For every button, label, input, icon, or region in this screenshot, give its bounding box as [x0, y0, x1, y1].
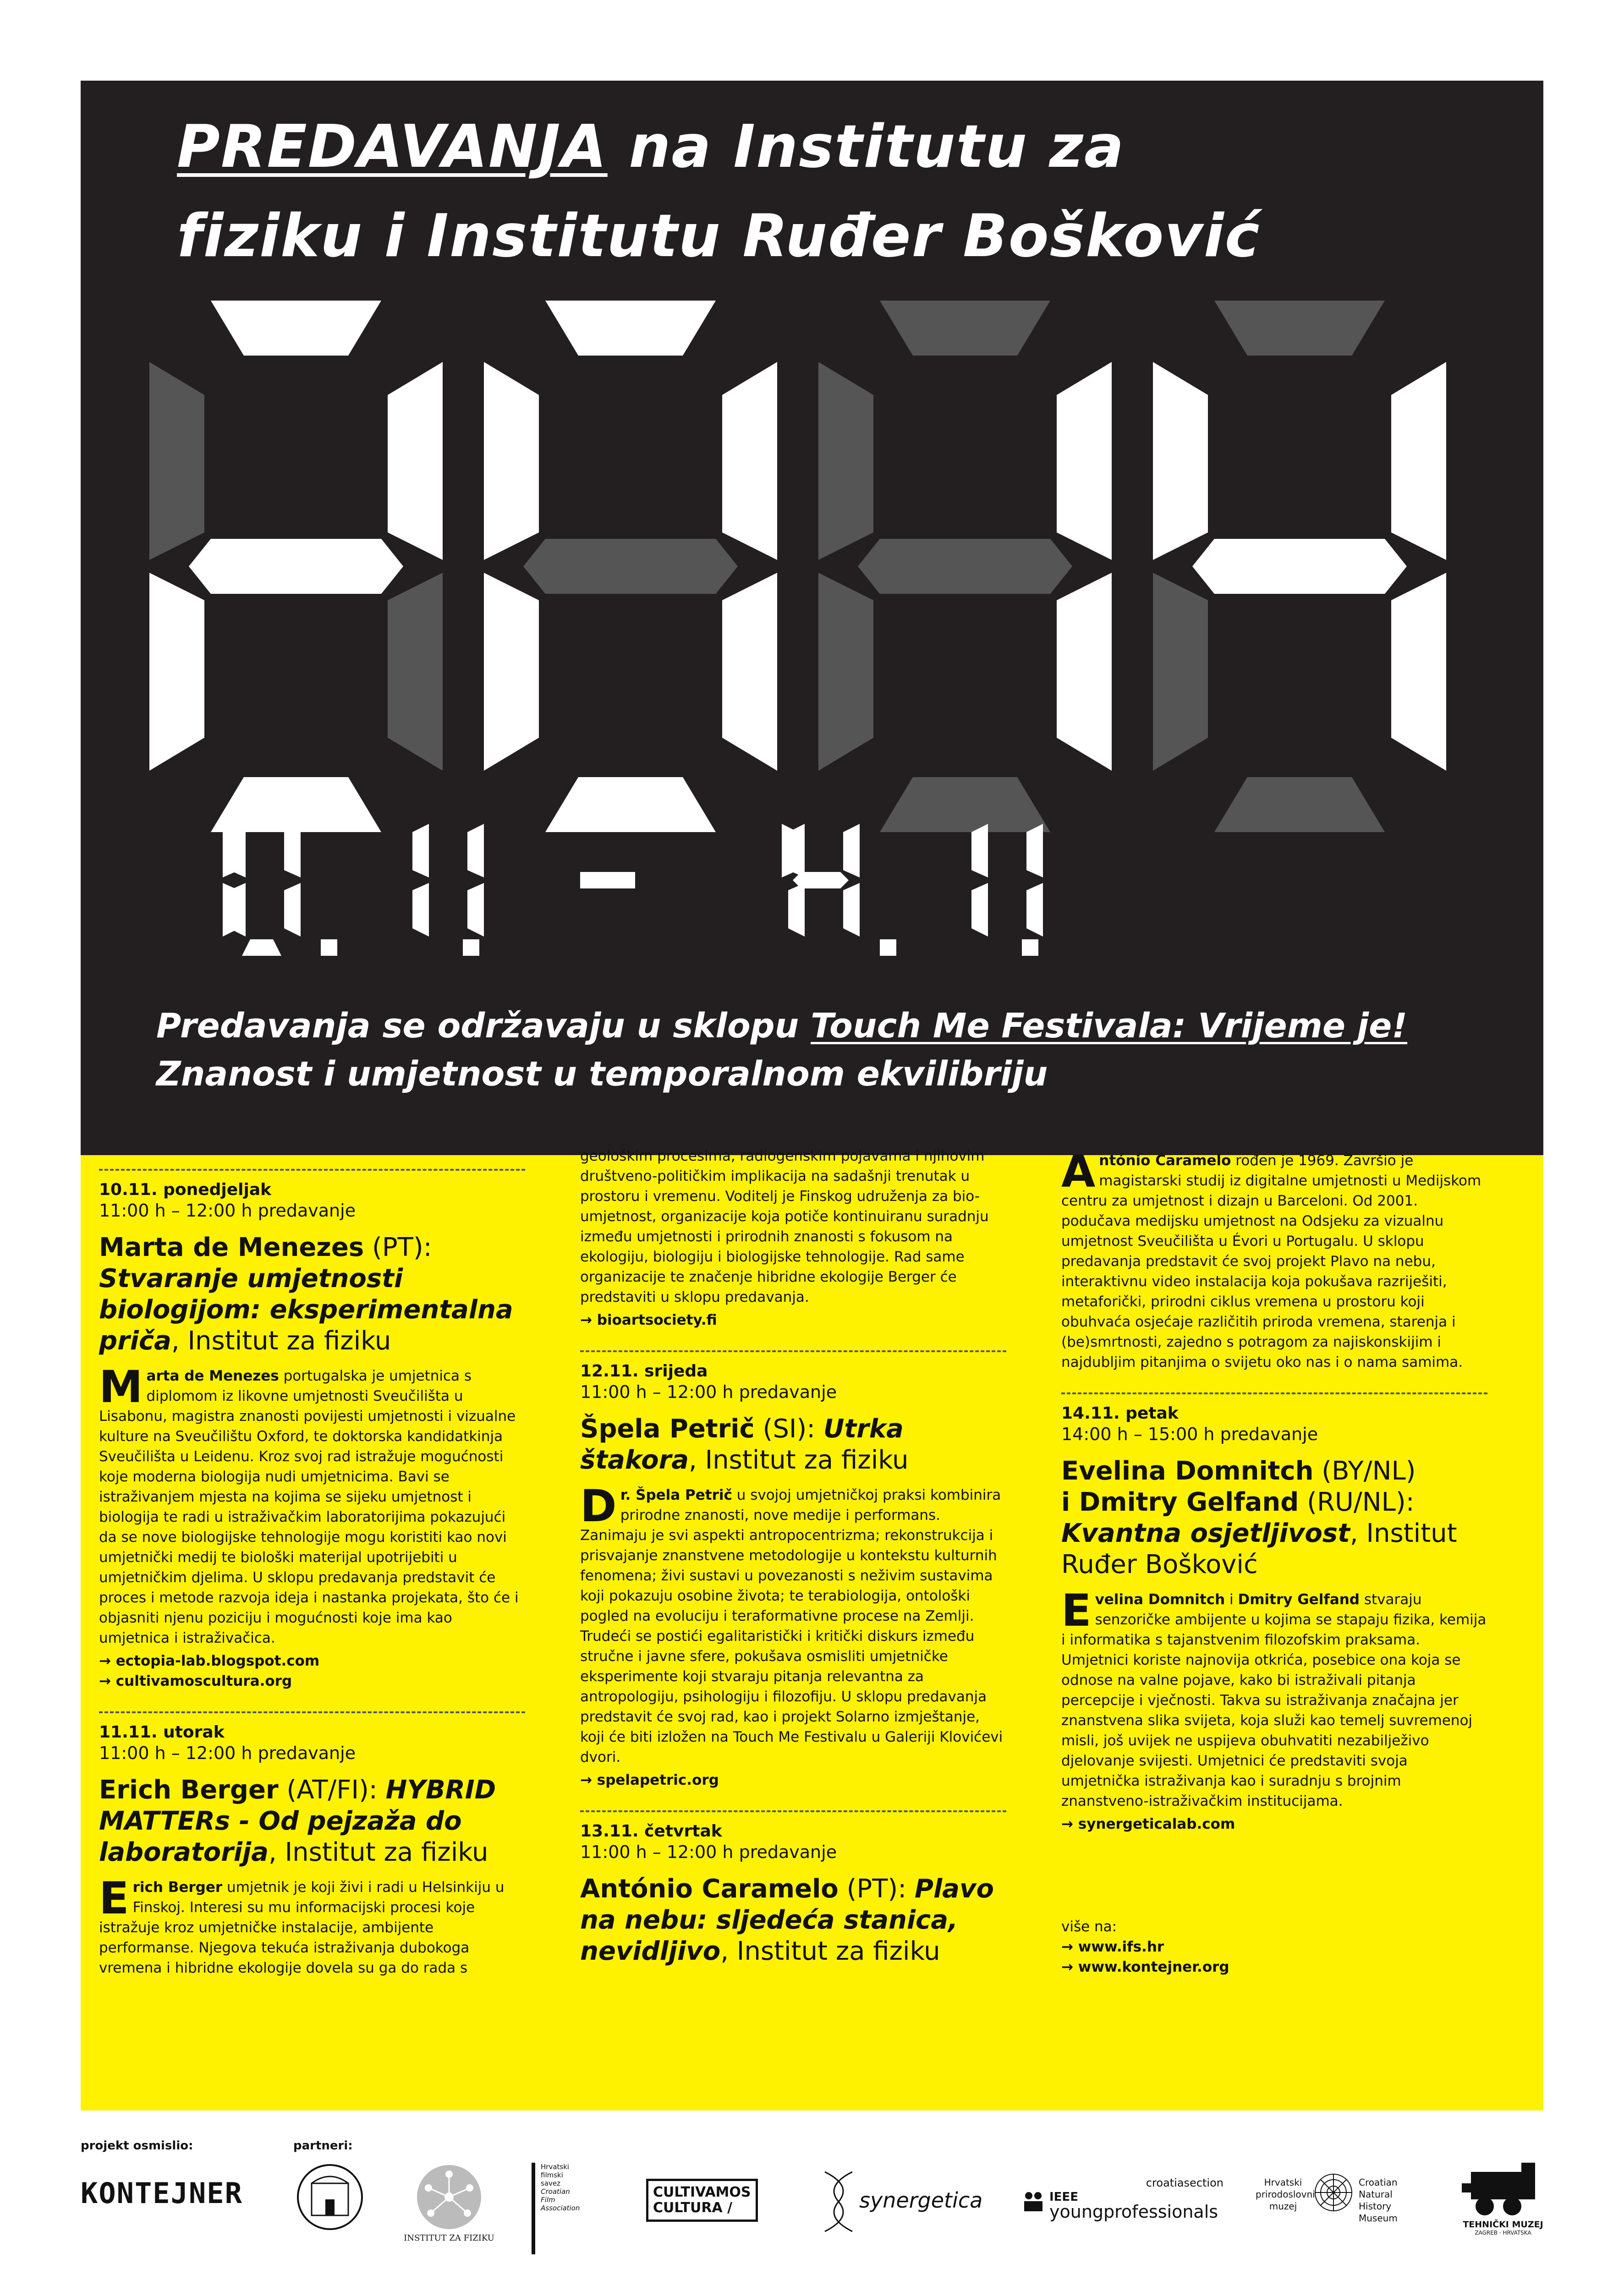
projekt-label: projekt osmislio: — [81, 2139, 193, 2153]
segment-c — [467, 883, 484, 937]
lecture-date: 10.11. ponedjeljak — [99, 1180, 272, 1199]
tm-subtext: ZAGREB · HRVATSKA — [1475, 2230, 1531, 2236]
segment-b — [388, 362, 443, 560]
link-bioartsociety[interactable]: → bioartsociety.fi — [580, 1312, 717, 1328]
cnhm-line: Museum — [1359, 2213, 1398, 2224]
ieee-young: youngprofessionals — [1049, 2202, 1218, 2222]
speaker-country: (PT): — [838, 1874, 915, 1904]
date-char — [463, 939, 479, 956]
segment-g — [858, 539, 1072, 594]
lecture-heading — [1061, 1456, 1487, 1580]
lecture-date: 14.11. petak — [1061, 1404, 1179, 1423]
segment-a — [880, 301, 1050, 356]
segment-b — [843, 824, 860, 877]
cultivamos-line: CULTURA / — [653, 2200, 733, 2216]
ifs-logo-text: INSTITUT ZA FIZIKU — [404, 2233, 494, 2243]
cultivamos-logo — [646, 2179, 758, 2222]
lecture-bio — [99, 1873, 525, 1978]
locomotive-icon — [1457, 2158, 1549, 2218]
date-char — [467, 824, 484, 937]
digit-4 — [1153, 301, 1446, 832]
hpm-line: prirodoslovni — [1256, 2189, 1315, 2200]
hfs-line: Film — [541, 2196, 555, 2204]
segment-c — [412, 883, 429, 937]
drop-cap: E — [1061, 1585, 1092, 1636]
talk-title: Stvaranje umjetnosti biologijom: eksperimentalna priča — [99, 1264, 513, 1356]
segment-c — [1391, 573, 1446, 771]
lecture-time: 11:00 h – 12:00 h predavanje — [580, 1842, 837, 1862]
date-range — [168, 805, 1474, 979]
bio-name: arta de Menezes — [146, 1368, 279, 1384]
bio-text: rođen je 1969. Završio je magistarski studij iz digitalne umjetnosti u Medijskom centru za umjetnost i dizajn u Barceloni. Od 2001. podučava medijsku umjetnost na Odsjeku za vizualnu umjetnost Sveučilišta u Évori u Portugalu. U sklopu predavanja predstavit će svoj projekt Plavo na nebu, interaktivnu video instalacija koja pokušava razriješiti, metaforički, prirodni ciklus vremena u prostoru koji obuhvaća osjećaje različitih priroda vremena, starenja i (be)smrtnosti, zajedno s potragom za najiskonskijim i najdubljim pitanjima o svijetu oko nas i o nama samima. — [1061, 1152, 1481, 1370]
lecture-time: 11:00 h – 12:00 h predavanje — [580, 1382, 837, 1402]
synergetica-icon — [820, 2167, 857, 2236]
title-line-1 — [177, 113, 1125, 181]
column-3 — [1061, 1146, 1487, 1977]
speaker-name: Špela Petrič — [580, 1414, 755, 1444]
hpm-line: Hrvatski — [1264, 2177, 1302, 2188]
segment-b — [1057, 362, 1112, 560]
ifs-logo — [403, 2163, 495, 2243]
lecture-date: 11.11. utorak — [99, 1723, 225, 1742]
hpm-line: muzej — [1269, 2201, 1297, 2212]
cnhm-text — [1359, 2176, 1411, 2224]
digit-1 — [818, 301, 1112, 832]
segment-g — [1192, 539, 1407, 594]
lecture-bio — [1061, 1585, 1487, 1811]
cnhm-line: Natural History — [1359, 2189, 1393, 2212]
lecture-bio — [580, 1480, 1006, 1767]
bio-text: u svojoj umjetničkoj praksi kombinira prirodne znanosti, nove medije i performans. Zanimaju je svi aspekti antropocentrizma; rekonstrukcija i prisvajanje znanstvene metodologije u kontekstu kulturnih fenomena; živi sustavi u povezanosti s neživim sustavima koji pokazuju osobine života; te terabiologija, ontološki pogled na evoluciju i teraformativne procese na Zemlji. Trudeći se postići egalitaristički i kritički diskurs između stručne i javne sfere, pokušava osmisliti umjetničke eksperimente koji stvaraju pitanja relevantna za antropologiju, psihologiju i filozofiju. U sklopu predavanja predstavit će svoj rad, kao i projekt Solarno izmještanje, koji će biti izložen na Touch Me Festivalu u Galeriji Klovićevi dvori. — [580, 1487, 1003, 1765]
segment-c — [971, 883, 988, 937]
kontejner-logo: KONTEJNER — [81, 2176, 243, 2210]
segment-b — [467, 824, 484, 877]
talk-title: Kvantna osjetljivost — [1061, 1518, 1350, 1548]
speaker-country: (SI): — [754, 1414, 823, 1444]
speaker-name: António Caramelo — [580, 1874, 839, 1904]
dash — [580, 872, 635, 888]
segment-c — [1057, 573, 1112, 771]
header-panel — [81, 81, 1543, 1155]
digit-0 — [484, 301, 777, 832]
lecture-heading — [580, 1874, 1006, 1967]
hfs-line: filmski — [541, 2171, 563, 2179]
date-char — [880, 939, 896, 956]
lecture-heading — [99, 1775, 525, 1868]
segment-g — [523, 539, 738, 594]
link-spelapetric[interactable]: → spelapetric.org — [580, 1772, 719, 1788]
bio-name: r. Špela Petrič — [620, 1487, 732, 1503]
segment-a — [211, 301, 381, 356]
dot — [321, 939, 337, 956]
lecture-time: 11:00 h – 12:00 h predavanje — [99, 1743, 356, 1763]
segment-e — [484, 573, 539, 771]
subtitle-line-2: Znanost i umjetnost u temporalnom ekvilibriju — [156, 1054, 1048, 1094]
segment-c — [843, 883, 860, 937]
speaker-country: (PT): — [364, 1233, 432, 1262]
bio-name-2: Dmitry Gelfand — [1238, 1591, 1360, 1608]
title-line-2: fiziku i Institutu Ruđer Bošković — [177, 202, 1261, 270]
divider — [580, 1810, 1006, 1812]
talk-title: Utrka štakora — [580, 1414, 904, 1475]
date-char — [321, 939, 337, 956]
lecture-heading — [99, 1232, 525, 1357]
segment-e — [223, 883, 239, 937]
segment-f — [782, 824, 798, 877]
speaker-name: Marta de Menezes — [99, 1233, 364, 1262]
lecture-time: 11:00 h – 12:00 h predavanje — [99, 1200, 356, 1221]
drop-cap: D — [580, 1480, 617, 1532]
lecture-bio — [1061, 1146, 1487, 1372]
lecture-heading — [580, 1414, 1006, 1476]
cnhm-line: Croatian — [1359, 2177, 1398, 2188]
dot — [1022, 939, 1038, 956]
date-char — [412, 824, 429, 937]
bio-name: velina Domnitch — [1095, 1591, 1225, 1608]
tm-text: TEHNIČKI MUZEJ — [1463, 2220, 1543, 2230]
program-panel — [81, 1146, 1543, 2110]
bio-name: ntónio Caramelo — [1099, 1152, 1231, 1169]
segment-b — [1391, 362, 1446, 560]
lecture-date: 12.11. srijeda — [580, 1362, 708, 1381]
subtitle-prefix: Predavanja se održavaju u sklopu — [156, 1006, 811, 1046]
speaker-name: Erich Berger — [99, 1775, 279, 1805]
divider — [580, 1350, 1006, 1352]
hfs-line: Croatian — [541, 2187, 570, 2196]
segment-g — [793, 872, 849, 888]
talk-title: Plavo na nebu: sljedeća stanica, nevidljivo — [580, 1874, 994, 1966]
divider — [99, 1711, 525, 1713]
segment-c — [284, 883, 301, 937]
date-char — [1026, 824, 1043, 937]
dot — [880, 939, 896, 956]
bio-text: stvaraju senzoričke ambijente u kojima se stapaju fizika, kemija i informatika s tajanstvenim filozofskim praksama. Umjetnici koriste najnovija otkrića, posebice ona koja se odnose na valne pojave, kako bi istraživali pitanja percepcije i vječnosti. Takva su istraživanja značajna jer znanstvena slika svijeta, koja služi kao temelj suvremenoj misli, još uvijek ne uspijeva obuhvatiti nezabilježivo djelovanje svijesti. Umjetnici će predstaviti svoja umjetnička istraživanja kao i suradnju s brojnim znanstveno-istraživačkim institucijama. — [1061, 1591, 1487, 1809]
hfs-line: savez — [541, 2179, 560, 2187]
segment-a — [545, 301, 716, 356]
synergetica-logo — [820, 2167, 985, 2236]
hfs-line: Hrvatski — [541, 2163, 570, 2171]
segment-e — [818, 573, 873, 771]
seven-segment-year — [149, 301, 1478, 832]
hfs-line: Association — [541, 2204, 580, 2212]
title-rest: na Institutu za — [607, 113, 1125, 181]
drop-cap: E — [99, 1873, 129, 1924]
ieee-logo — [1022, 2176, 1223, 2227]
lecture-date: 13.11. četvrtak — [580, 1822, 722, 1841]
lecture-time: 14:00 h – 15:00 h predavanje — [1061, 1424, 1318, 1444]
segment-f — [484, 362, 539, 560]
venue: , Institut za fiziku — [171, 1326, 391, 1356]
subtitle-line-1 — [156, 1004, 1407, 1048]
segment-f — [1153, 362, 1208, 560]
tehnicki-muzej-logo — [1457, 2158, 1549, 2241]
lecture-bio-continued: geološkim procesima, radiogenskim pojavama i njihovim društveno-političkim implikacija na sadašnji trenutak u prostoru i vremenu. Voditelj je Finskog udruženja za bio-umjetnost, organizacije koja potiče kontinuiranu suradnju između umjetnosti i prirodnih znanosti s fokusom na ekologiju, biologiju i biologijske tehnologije. Rad same organizacije te značenje hibridne ekologije Berger će predstaviti u sklopu predavanja. — [580, 1148, 989, 1305]
speaker-name: Evelina Domnitch — [1061, 1456, 1314, 1486]
segment-a — [242, 805, 281, 821]
hpm-logo — [1256, 2167, 1411, 2231]
drop-cap: A — [1061, 1146, 1096, 1197]
date-char — [223, 805, 301, 956]
cultivamos-line: CULTIVAMOS — [653, 2184, 751, 2200]
hfs-text — [541, 2163, 580, 2212]
column-2 — [580, 1146, 1006, 1967]
segment-f — [149, 362, 204, 560]
segment-b — [284, 824, 301, 877]
venue: , Institut za fiziku — [720, 1936, 940, 1966]
bio-text: portugalska je umjetnica s diplomom iz likovne umjetnosti Sveučilišta u Lisabonu, magistra znanosti povijesti umjetnosti i vizualne kulture na Sveučilištu Oxford, te doktorska kandidatkinja Sveučilišta u Leidenu. Kroz svoj rad istražuje mogućnosti koje moderna biologija nudi umjetnicima. Bavi se istraživanjem mjesta na kojima se sijeku umjetnost i biologija te radi u istraživačkim laboratorijima pokazujući da se nove biologijske tehnologije mogu koristiti kao novi umjetnički medij te biološki materijal upotrijebiti u umjetničkim djelima. U sklopu predavanja predstavit će proces i metode razvoja ideja i nastanka projekata, što će i objasniti njenu poziciju i mogućnosti koje ima kao umjetnica i istraživačica. — [99, 1368, 519, 1646]
speaker-name-2: i Dmitry Gelfand — [1061, 1487, 1299, 1517]
segment-c — [1026, 883, 1043, 937]
segment-e — [149, 573, 204, 771]
venue: , Institut Ruđer Bošković — [1061, 1518, 1457, 1579]
segment-d — [242, 939, 281, 956]
hfs-logo — [532, 2163, 591, 2254]
segment-f — [818, 362, 873, 560]
talk-title: HYBRID MATTERs - Od pejzaža do laboratorija — [99, 1775, 496, 1867]
ieee-people-icon — [1022, 2190, 1045, 2213]
bio-text: i — [1225, 1591, 1238, 1608]
segment-f — [223, 824, 239, 877]
segment-b — [722, 362, 777, 560]
segment-c — [388, 573, 443, 771]
link-cultivamos[interactable]: → cultivamoscultura.org — [99, 1673, 292, 1689]
segment-b — [971, 824, 988, 877]
bio-text: umjetnik je koji živi i radi u Helsinkiju u Finskoj. Interesi su mu informacijski procesi koje istražuje kroz umjetničke instalacije, ambijente performanse. Njegova tekuća istraživanja dubokoga vremena i hibridne ekologije dovela su ga do rada s — [99, 1879, 505, 1976]
more-label: više na: — [1061, 1918, 1117, 1935]
dot — [463, 939, 479, 956]
hfs-bar — [532, 2163, 535, 2254]
divider — [1061, 1392, 1487, 1394]
date-char — [1022, 939, 1038, 956]
venue: , Institut za fiziku — [269, 1837, 488, 1867]
link-ifs[interactable]: → www.ifs.hr — [1061, 1939, 1164, 1955]
poster — [81, 81, 1543, 2110]
institute-building-logo — [289, 2163, 371, 2231]
bio-name: rich Berger — [132, 1879, 223, 1896]
hpm-text — [1256, 2176, 1315, 2212]
flower-icon — [1313, 2172, 1354, 2213]
partneri-label: partneri: — [293, 2139, 353, 2153]
atom-icon — [415, 2163, 483, 2231]
speaker-country: (BY/NL) — [1313, 1456, 1416, 1486]
ieee-section: croatiasection — [1146, 2176, 1223, 2189]
segment-c — [788, 883, 805, 937]
link-synergeticalab[interactable]: → synergeticalab.com — [1061, 1816, 1235, 1832]
segment-c — [722, 573, 777, 771]
link-ectopia[interactable]: → ectopia-lab.blogspot.com — [99, 1653, 320, 1669]
ieee-text: IEEE — [1049, 2190, 1078, 2204]
segment-e — [1153, 573, 1208, 771]
segment-g — [189, 539, 403, 594]
speaker-country: (AT/FI): — [278, 1775, 386, 1805]
column-1 — [99, 1169, 525, 1978]
lecture-bio — [99, 1361, 525, 1648]
divider — [99, 1169, 525, 1171]
festival-link[interactable]: Touch Me Festivala: Vrijeme je! — [811, 1006, 1408, 1046]
segment-a — [1214, 301, 1385, 356]
segment-b — [1026, 824, 1043, 877]
digit-2 — [149, 301, 443, 832]
venue: , Institut za fiziku — [689, 1445, 909, 1475]
synergetica-text: synergetica — [859, 2188, 983, 2213]
date-char — [580, 872, 635, 888]
date-char — [971, 824, 988, 937]
link-kontejner[interactable]: → www.kontejner.org — [1061, 1959, 1229, 1975]
segment-b — [412, 824, 429, 877]
title-underlined: PREDAVANJA — [177, 113, 608, 181]
drop-cap: M — [99, 1361, 143, 1413]
footer — [0, 2030, 1624, 2291]
speaker-country-2: (RU/NL): — [1299, 1487, 1415, 1517]
